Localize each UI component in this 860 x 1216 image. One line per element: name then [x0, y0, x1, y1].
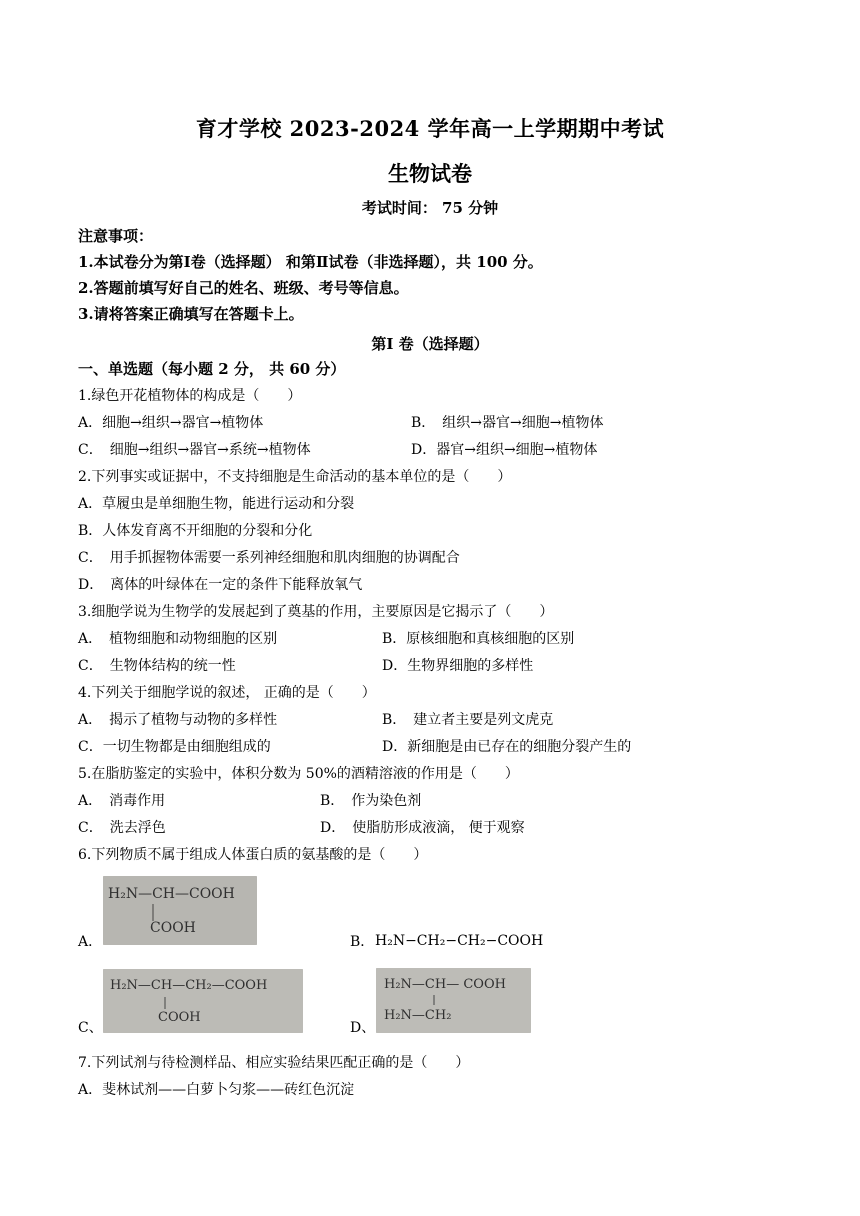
exam-title: 育才学校 2023-2024 学年高一上学期期中考试: [195, 116, 665, 141]
option-c[interactable]: C． 用手抓握物体需要一系列神经细胞和肌肉细胞的协调配合: [78, 550, 460, 566]
option-b[interactable]: B．原核细胞和真核细胞的区别: [382, 631, 575, 647]
option-d[interactable]: D．生物界细胞的多样性: [382, 658, 534, 674]
exam-subtitle: 生物试卷: [388, 161, 472, 186]
option-c-label[interactable]: C、: [78, 1020, 103, 1036]
notes-heading: 注意事项：: [78, 227, 154, 245]
section-title: 第Ⅰ 卷（选择题）: [371, 335, 489, 353]
option-b[interactable]: B． 组织→器官→细胞→植物体: [411, 415, 604, 431]
question-stem: 4.下列关于细胞学说的叙述， 正确的是（ ）: [78, 685, 376, 701]
question-stem: 5.在脂肪鉴定的实验中，体积分数为 50%的酒精溶液的作用是（ ）: [78, 766, 519, 782]
option-b-label[interactable]: B．: [350, 934, 375, 950]
option-a[interactable]: A． 消毒作用: [78, 793, 166, 809]
question-stem: 1.绿色开花植物体的构成是（ ）: [78, 388, 302, 404]
question-stem: 7.下列试剂与待检测样品、相应实验结果匹配正确的是（ ）: [78, 1055, 470, 1071]
option-c[interactable]: C． 细胞→组织→器官→系统→植物体: [78, 442, 311, 458]
question-stem: 2.下列事实或证据中，不支持细胞是生命活动的基本单位的是（ ）: [78, 469, 512, 485]
option-d[interactable]: D．器官→组织→细胞→植物体: [411, 442, 598, 458]
formula-d-line1: H₂N—CH— COOH: [384, 977, 506, 992]
option-a[interactable]: A．细胞→组织→器官→植物体: [78, 415, 264, 431]
formula-a-line2: COOH: [150, 920, 196, 936]
exam-time: 考试时间： 75 分钟: [361, 199, 499, 217]
formula-c-line1: H₂N—CH—CH₂—COOH: [110, 978, 268, 993]
option-a[interactable]: A．斐林试剂——白萝卜匀浆——砖红色沉淀: [78, 1082, 355, 1098]
option-d[interactable]: D． 离体的叶绿体在一定的条件下能释放氧气: [78, 577, 363, 593]
formula-d-line2: H₂N—CH₂: [384, 1008, 452, 1023]
option-c[interactable]: C．一切生物都是由细胞组成的: [78, 739, 271, 755]
option-d[interactable]: D． 使脂肪形成液滴， 便于观察: [320, 820, 525, 836]
formula-b: H₂N−CH₂−CH₂−COOH: [375, 933, 544, 949]
question-stem: 6.下列物质不属于组成人体蛋白质的氨基酸的是（ ）: [78, 847, 428, 863]
option-b[interactable]: B．人体发育离不开细胞的分裂和分化: [78, 523, 313, 539]
option-d[interactable]: D．新细胞是由已存在的细胞分裂产生的: [382, 739, 632, 755]
option-c[interactable]: C． 洗去浮色: [78, 820, 166, 836]
part-heading: 一、单选题（每小题 2 分， 共 60 分）: [78, 360, 346, 378]
note-item-2: 2.答题前填写好自己的姓名、班级、考号等信息。: [78, 279, 409, 297]
formula-a-line1: H₂N—CH—COOH: [108, 886, 235, 902]
option-a[interactable]: A． 揭示了植物与动物的多样性: [78, 712, 278, 728]
note-item-3: 3.请将答案正确填写在答题卡上。: [78, 305, 304, 323]
question-stem: 3.细胞学说为生物学的发展起到了奠基的作用，主要原因是它揭示了（ ）: [78, 604, 554, 620]
option-d-label[interactable]: D、: [350, 1020, 376, 1036]
option-a[interactable]: A． 植物细胞和动物细胞的区别: [78, 631, 278, 647]
option-a[interactable]: A．草履虫是单细胞生物，能进行运动和分裂: [78, 496, 355, 512]
formula-c-line2: COOH: [158, 1010, 201, 1025]
note-item-1: 1.本试卷分为第Ⅰ卷（选择题） 和第Ⅱ试卷（非选择题），共 100 分。: [78, 253, 543, 271]
option-a-label[interactable]: A．: [78, 934, 103, 950]
option-c[interactable]: C． 生物体结构的统一性: [78, 658, 236, 674]
option-b[interactable]: B． 建立者主要是列文虎克: [382, 712, 554, 728]
option-b[interactable]: B． 作为染色剂: [320, 793, 422, 809]
